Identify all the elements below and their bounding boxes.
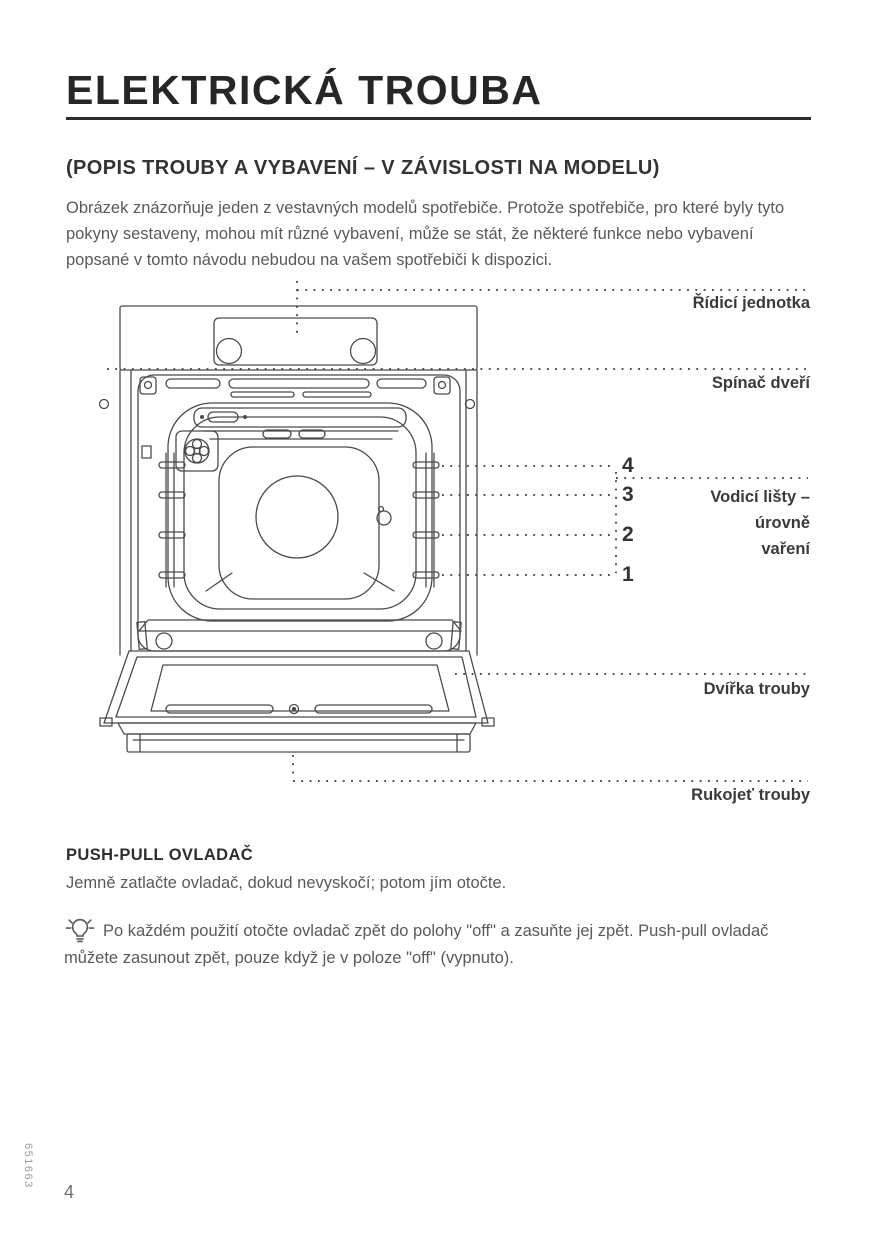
- label-guide-rails-line1: Vodicí lišty –: [710, 488, 810, 506]
- leader-lines: [107, 281, 810, 781]
- label-guide-rails-line2: úrovně: [754, 514, 810, 532]
- label-control-unit: Řídicí jednotka: [692, 294, 810, 312]
- label-oven-door: Dvířka trouby: [703, 680, 810, 698]
- oven-cavity: [168, 403, 432, 621]
- rack-rails: [159, 453, 439, 587]
- grill-element: [194, 408, 406, 439]
- level-1: 1: [622, 563, 634, 586]
- tip-text: Po každém použití otočte ovladač zpět do polohy "off" a zasuňte jej zpět. Push-pull ovladač můžete zasunout zpět, pouze když je v poloze "off" (vypnuto).: [64, 922, 769, 967]
- lightbulb-icon: [64, 913, 96, 945]
- tip-paragraph: [64, 913, 812, 971]
- fan-recess: [256, 476, 338, 558]
- level-2: 2: [622, 523, 634, 546]
- oven-door: [100, 651, 494, 726]
- oven-handle: [118, 723, 476, 752]
- wall-socket: [142, 446, 151, 458]
- level-3: 3: [622, 483, 634, 506]
- hinges: [137, 620, 461, 649]
- knob-right: [351, 339, 376, 364]
- vent-slots: [166, 379, 426, 397]
- label-oven-handle: Rukojeť trouby: [691, 786, 810, 804]
- intro-paragraph: Obrázek znázorňuje jeden z vestavných modelů spotřebiče. Protože spotřebiče, pro které byly tyto pokyny sestaveny, mohou mít různé vybavení, může se stát, že některé funkce nebo vybavení popsané v tomto návodu nebudou na vašem spotřebiči k dispozici.: [66, 199, 785, 269]
- label-guide-rails: [710, 484, 810, 562]
- title-underline: [66, 117, 811, 120]
- page-number: 4: [64, 1182, 75, 1202]
- door-switch-left: [100, 400, 109, 409]
- control-panel: [120, 306, 477, 370]
- pushpull-body: Jemně zatlačte ovladač, dokud nevyskočí; potom jím otočte.: [66, 874, 507, 892]
- page-title: ELEKTRICKÁ TROUBA: [66, 67, 543, 113]
- pushpull-heading: PUSH-PULL OVLADAČ: [66, 846, 254, 864]
- door-switch-right: [466, 400, 475, 409]
- document-code: 651663: [22, 1143, 34, 1189]
- label-guide-rails-line3: vaření: [761, 540, 810, 558]
- fan-icon: [176, 431, 218, 471]
- section-heading: (POPIS TROUBY A VYBAVENÍ – V ZÁVISLOSTI NA MODELU): [66, 157, 660, 179]
- knob-left: [217, 339, 242, 364]
- label-door-switch: Spínač dveří: [711, 374, 810, 392]
- level-4: 4: [622, 454, 634, 477]
